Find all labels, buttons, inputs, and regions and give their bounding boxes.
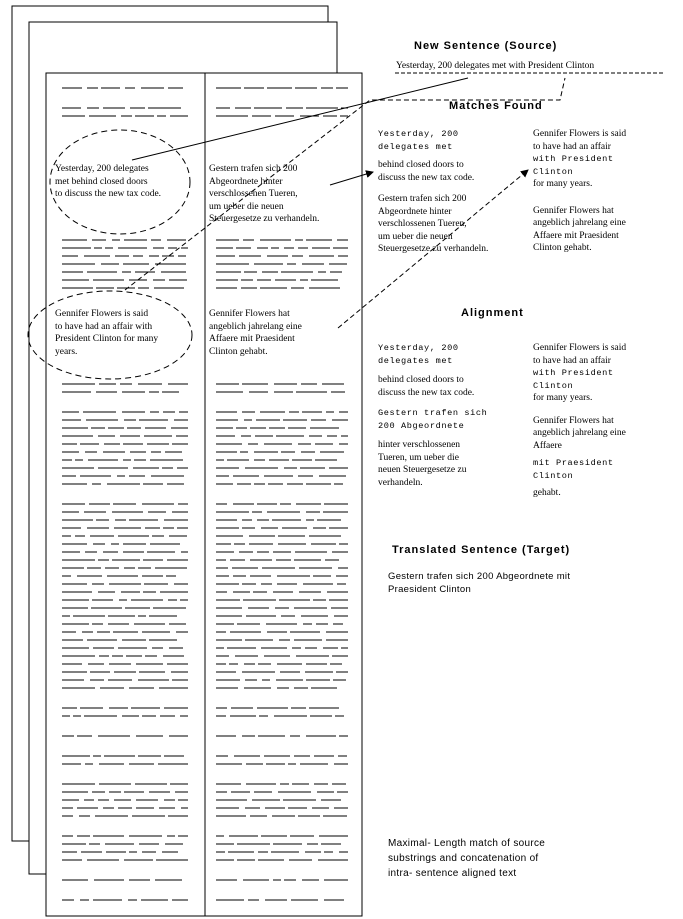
doc-en2-line: Gennifer Flowers is said <box>55 309 149 319</box>
doc-de2-line: angeblich jahrelang eine <box>209 321 302 332</box>
document-german-block-2 <box>209 308 302 358</box>
match-left-serif: behind closed doors to <box>378 160 464 170</box>
doc-de2-line: Affaere mit Praesident <box>209 334 295 344</box>
caption-line: substrings and concatenation of <box>388 853 539 864</box>
align-right-serif: to have had an affair <box>533 355 611 366</box>
align-right-mono: Clinton <box>533 470 574 481</box>
heading-target: Translated Sentence (Target) <box>392 544 571 556</box>
doc-en2-line: President Clinton for many <box>55 334 159 344</box>
matches-right <box>533 128 626 255</box>
align-left-serif: neuen Steuergesetze zu <box>378 465 467 475</box>
match-right-german: Gennifer Flowers hat <box>533 205 614 216</box>
doc-de2-line: Gennifer Flowers hat <box>209 309 290 319</box>
doc-de1-line: Gestern trafen sich 200 <box>209 164 298 174</box>
doc-en1-line: Yesterday, 200 delegates <box>55 164 149 174</box>
align-right-serif: Gennifer Flowers is said <box>533 343 627 353</box>
align-left-mono: 200 Abgeordnete <box>378 420 465 431</box>
match-right-german: angeblich jahrelang eine <box>533 218 626 228</box>
align-left-mono: Yesterday, 200 <box>378 343 459 353</box>
align-right-mono: Clinton <box>533 380 574 391</box>
match-left-german: Abgeordnete hinter <box>378 206 452 217</box>
align-left-serif: discuss the new tax code. <box>378 387 475 398</box>
heading-matches: Matches Found <box>449 100 543 112</box>
match-right-serif: to have had an affair <box>533 141 611 152</box>
align-left-serif: verhandeln. <box>378 477 423 488</box>
match-left-serif: discuss the new tax code. <box>378 172 475 183</box>
align-right-mono: mit Praesident <box>533 458 614 468</box>
match-left-mono: Yesterday, 200 <box>378 129 459 139</box>
doc-en2-line: to have had an affair with <box>55 321 153 332</box>
heading-alignment: Alignment <box>461 307 524 319</box>
align-left-serif: hinter verschlossenen <box>378 440 461 450</box>
caption <box>388 836 545 881</box>
match-right-mono: with President <box>533 154 614 164</box>
align-left-mono: delegates met <box>378 355 453 366</box>
target-line: Praesident Clinton <box>388 584 472 595</box>
match-left-german: verschlossenen Tueren, <box>378 219 467 229</box>
doc-en1-line: met behind closed doors <box>55 176 148 187</box>
align-left-serif: behind closed doors to <box>378 375 464 385</box>
document-german-block-1 <box>209 163 319 226</box>
target-sentence <box>388 570 570 596</box>
match-right-serif: for many years. <box>533 179 593 189</box>
document-english-block-2 <box>55 308 158 358</box>
match-right-serif: Gennifer Flowers is said <box>533 129 627 139</box>
source-sentence: Yesterday, 200 delegates met with President Clinton <box>396 61 595 71</box>
match-left-mono: delegates met <box>378 141 453 152</box>
align-left-mono: Gestern trafen sich <box>378 408 488 418</box>
heading-source: New Sentence (Source) <box>414 40 558 52</box>
align-right-serif: Affaere <box>533 440 562 451</box>
align-right-mono: with President <box>533 368 614 378</box>
match-left-german: Gestern trafen sich 200 <box>378 194 467 204</box>
align-right-serif: for many years. <box>533 393 593 403</box>
alignment-left <box>378 342 487 489</box>
match-right-mono: Clinton <box>533 166 574 177</box>
document-english-block-1 <box>55 163 161 201</box>
doc-de1-line: Abgeordnete hinter <box>209 176 283 187</box>
match-left-german: Steuergesetze zu verhandeln. <box>378 244 489 254</box>
doc-de1-line: verschlossenen Tueren, <box>209 189 298 199</box>
match-right-german: Clinton gehabt. <box>533 243 592 253</box>
doc-en1-line: to discuss the new tax code. <box>55 189 162 199</box>
align-right-serif: angeblich jahrelang eine <box>533 428 626 438</box>
align-left-serif: Tueren, um ueber die <box>378 452 459 463</box>
doc-de2-line: Clinton gehabt. <box>209 346 268 357</box>
doc-en2-line: years. <box>55 346 78 357</box>
matches-left <box>378 128 488 256</box>
align-right-serif: gehabt. <box>533 488 561 498</box>
target-line: Gestern trafen sich 200 Abgeordnete mit <box>388 571 571 582</box>
doc-de1-line: um ueber die neuen <box>209 201 284 212</box>
doc-de1-line: Steuergesetze zu verhandeln. <box>209 214 320 224</box>
alignment-right <box>533 342 626 500</box>
match-left-german: um ueber die neuen <box>378 231 453 242</box>
caption-line: intra- sentence aligned text <box>388 868 517 879</box>
match-right-german: Affaere mit Praesident <box>533 230 619 241</box>
align-right-serif: Gennifer Flowers hat <box>533 415 614 426</box>
caption-line: Maximal- Length match of source <box>388 838 546 849</box>
